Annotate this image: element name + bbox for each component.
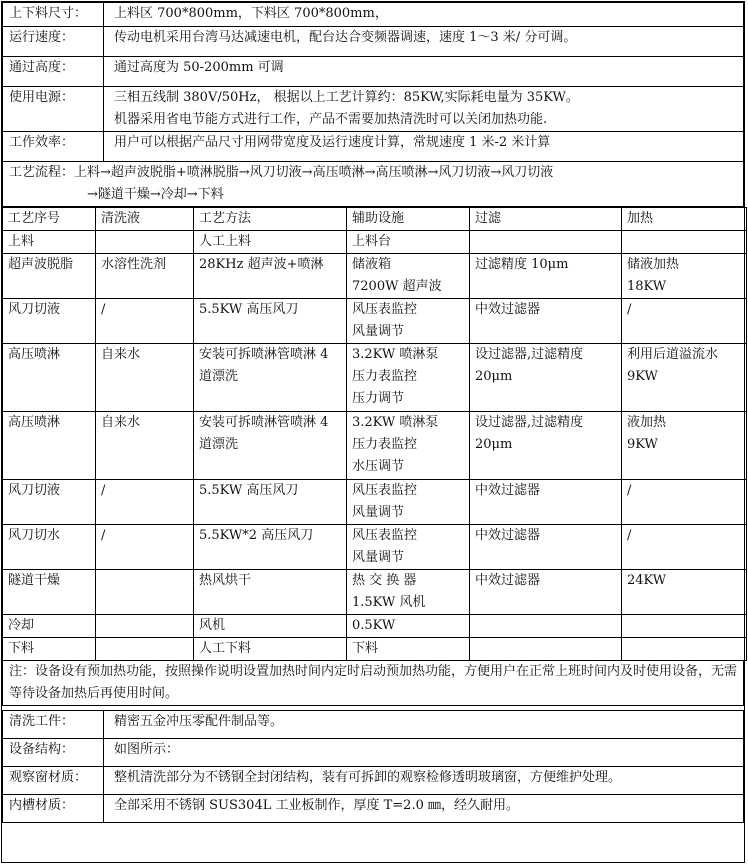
process-body xyxy=(3,231,747,661)
process-cell: / xyxy=(96,299,194,344)
process-cell: 中效过滤器 xyxy=(470,299,622,344)
process-cell: / xyxy=(96,525,194,570)
process-cell xyxy=(96,570,194,615)
spec-value: 如图所示： xyxy=(104,739,744,767)
spec-value: 整机清洗部分为不锈钢全封闭结构，装有可拆卸的观察检修透明玻璃窗，方便维护处理。 xyxy=(104,767,744,795)
process-cell xyxy=(96,231,194,254)
spec-label: 内槽材质： xyxy=(3,795,104,823)
process-cell: 热 交 换 器 1.5KW 风机 xyxy=(347,570,470,615)
process-flow xyxy=(2,162,744,207)
process-cell: 利用后道溢流水 9KW xyxy=(622,344,747,412)
spec-value: 用户可以根据产品尺寸用网带宽度及运行速度计算，常规速度 1 米-2 米计算 xyxy=(104,132,744,162)
flow-line-1: 工艺流程：上料→超声波脱脂+喷淋脱脂→风刀切液→高压喷淋→高压喷淋→风刀切液→风刀切液 xyxy=(9,165,554,180)
process-cell: 0.5KW xyxy=(347,615,470,638)
process-cell: 高压喷淋 xyxy=(3,412,96,480)
process-row xyxy=(3,299,747,344)
process-cell: 风机 xyxy=(194,615,347,638)
process-cell: 中效过滤器 xyxy=(470,525,622,570)
document-sheet xyxy=(1,1,745,863)
process-row xyxy=(3,570,747,615)
process-cell: 3.2KW 喷淋泵 压力表监控 压力调节 xyxy=(347,344,470,412)
process-cell: 人工下料 xyxy=(194,638,347,661)
process-cell: 安装可拆喷淋管喷淋 4 道漂洗 xyxy=(194,344,347,412)
spec-top-table xyxy=(2,2,744,162)
spec-label: 观察窗材质： xyxy=(3,767,104,795)
spec-row xyxy=(3,795,744,823)
process-row xyxy=(3,344,747,412)
spec-label: 通过高度： xyxy=(3,57,104,87)
process-cell: 冷却 xyxy=(3,615,96,638)
spec-label: 上下料尺寸： xyxy=(3,3,104,27)
spec-label: 使用电源： xyxy=(3,87,104,132)
col-header: 过滤 xyxy=(470,208,622,231)
col-header: 工艺方法 xyxy=(194,208,347,231)
spec-value: 上料区 700*800mm，下料区 700*800mm， xyxy=(104,3,744,27)
process-cell: 自来水 xyxy=(96,344,194,412)
spec-bottom-table xyxy=(2,710,744,823)
process-cell: 5.5KW 高压风刀 xyxy=(194,299,347,344)
process-cell: 过滤精度 10μm xyxy=(470,254,622,299)
process-cell: 风压表监控 风量调节 xyxy=(347,299,470,344)
spec-label: 设备结构： xyxy=(3,739,104,767)
process-row xyxy=(3,254,747,299)
col-header: 工艺序号 xyxy=(3,208,96,231)
process-cell: 5.5KW*2 高压风刀 xyxy=(194,525,347,570)
process-cell: 上料 xyxy=(3,231,96,254)
process-row xyxy=(3,525,747,570)
process-cell: 24KW xyxy=(622,570,747,615)
process-cell: 热风烘干 xyxy=(194,570,347,615)
process-cell: 自来水 xyxy=(96,412,194,480)
process-row xyxy=(3,480,747,525)
spec-row xyxy=(3,57,744,87)
spec-row xyxy=(3,711,744,739)
process-row xyxy=(3,412,747,480)
process-cell xyxy=(470,638,622,661)
spec-value xyxy=(104,87,744,132)
spec-value: 传动电机采用台湾马达减速电机，配台达合变频器调速，速度 1～3 米/ 分可调。 xyxy=(104,27,744,57)
process-row xyxy=(3,615,747,638)
col-header: 辅助设施 xyxy=(347,208,470,231)
process-cell: / xyxy=(96,480,194,525)
process-cell: 风压表监控 风量调节 xyxy=(347,525,470,570)
spec-label: 工作效率： xyxy=(3,132,104,162)
process-cell xyxy=(622,615,747,638)
spec-row xyxy=(3,767,744,795)
spec-value: 通过高度为 50-200mm 可调 xyxy=(104,57,744,87)
spec-row xyxy=(3,3,744,27)
process-cell: 中效过滤器 xyxy=(470,570,622,615)
process-row xyxy=(3,231,747,254)
process-cell: 风压表监控 风量调节 xyxy=(347,480,470,525)
process-header-row xyxy=(3,208,747,231)
spec-row xyxy=(3,132,744,162)
process-cell: 隧道干燥 xyxy=(3,570,96,615)
spec-row xyxy=(3,87,744,132)
process-cell: 安装可拆喷淋管喷淋 4 道漂洗 xyxy=(194,412,347,480)
process-cell: 高压喷淋 xyxy=(3,344,96,412)
process-cell: 下料 xyxy=(347,638,470,661)
col-header: 清洗液 xyxy=(96,208,194,231)
power-line-1: 三相五线制 380V/50Hz， 根据以上工艺计算约：85KW,实际耗电量为 35KW。 xyxy=(114,90,579,105)
process-cell xyxy=(96,615,194,638)
process-cell: / xyxy=(622,525,747,570)
process-cell xyxy=(470,615,622,638)
process-cell: 风刀切水 xyxy=(3,525,96,570)
spec-label: 清洗工件： xyxy=(3,711,104,739)
spec-value: 精密五金冲压零配件制品等。 xyxy=(104,711,744,739)
note-block: 注：设备设有预加热功能，按照操作说明设置加热时间内定时启动预加热功能，方便用户在正常上班时间内及时使用设备，无需等待设备加热后再使用时间。 xyxy=(2,661,744,706)
process-cell xyxy=(96,638,194,661)
spec-row xyxy=(3,27,744,57)
spec-value: 全部采用不锈钢 SUS304L 工业板制作，厚度 T=2.0 ㎜，经久耐用。 xyxy=(104,795,744,823)
process-cell: 3.2KW 喷淋泵 压力表监控 水压调节 xyxy=(347,412,470,480)
process-cell: 下料 xyxy=(3,638,96,661)
col-header: 加热 xyxy=(622,208,747,231)
process-cell xyxy=(622,638,747,661)
process-cell: 超声波脱脂 xyxy=(3,254,96,299)
power-line-2: 机器采用省电节能方式进行工作，产品不需要加热清洗时可以关闭加热功能. xyxy=(114,112,548,127)
process-cell: 储液箱 7200W 超声波 xyxy=(347,254,470,299)
process-cell: 中效过滤器 xyxy=(470,480,622,525)
process-cell: 风刀切液 xyxy=(3,299,96,344)
process-cell: 5.5KW 高压风刀 xyxy=(194,480,347,525)
process-cell: 28KHz 超声波+喷淋 xyxy=(194,254,347,299)
process-cell: / xyxy=(622,480,747,525)
process-cell xyxy=(622,231,747,254)
process-cell: 人工上料 xyxy=(194,231,347,254)
process-table xyxy=(2,207,747,661)
process-row xyxy=(3,638,747,661)
process-cell: 风刀切液 xyxy=(3,480,96,525)
spec-label: 运行速度： xyxy=(3,27,104,57)
process-cell: 水溶性洗剂 xyxy=(96,254,194,299)
process-cell: 设过滤器,过滤精度 20μm xyxy=(470,344,622,412)
process-cell: 上料台 xyxy=(347,231,470,254)
process-cell: 储液加热 18KW xyxy=(622,254,747,299)
process-cell xyxy=(470,231,622,254)
process-cell: / xyxy=(622,299,747,344)
process-cell: 液加热 9KW xyxy=(622,412,747,480)
process-cell: 设过滤器,过滤精度 20μm xyxy=(470,412,622,480)
flow-line-2: →隧道干燥→冷却→下料 xyxy=(87,187,224,202)
spec-row xyxy=(3,739,744,767)
